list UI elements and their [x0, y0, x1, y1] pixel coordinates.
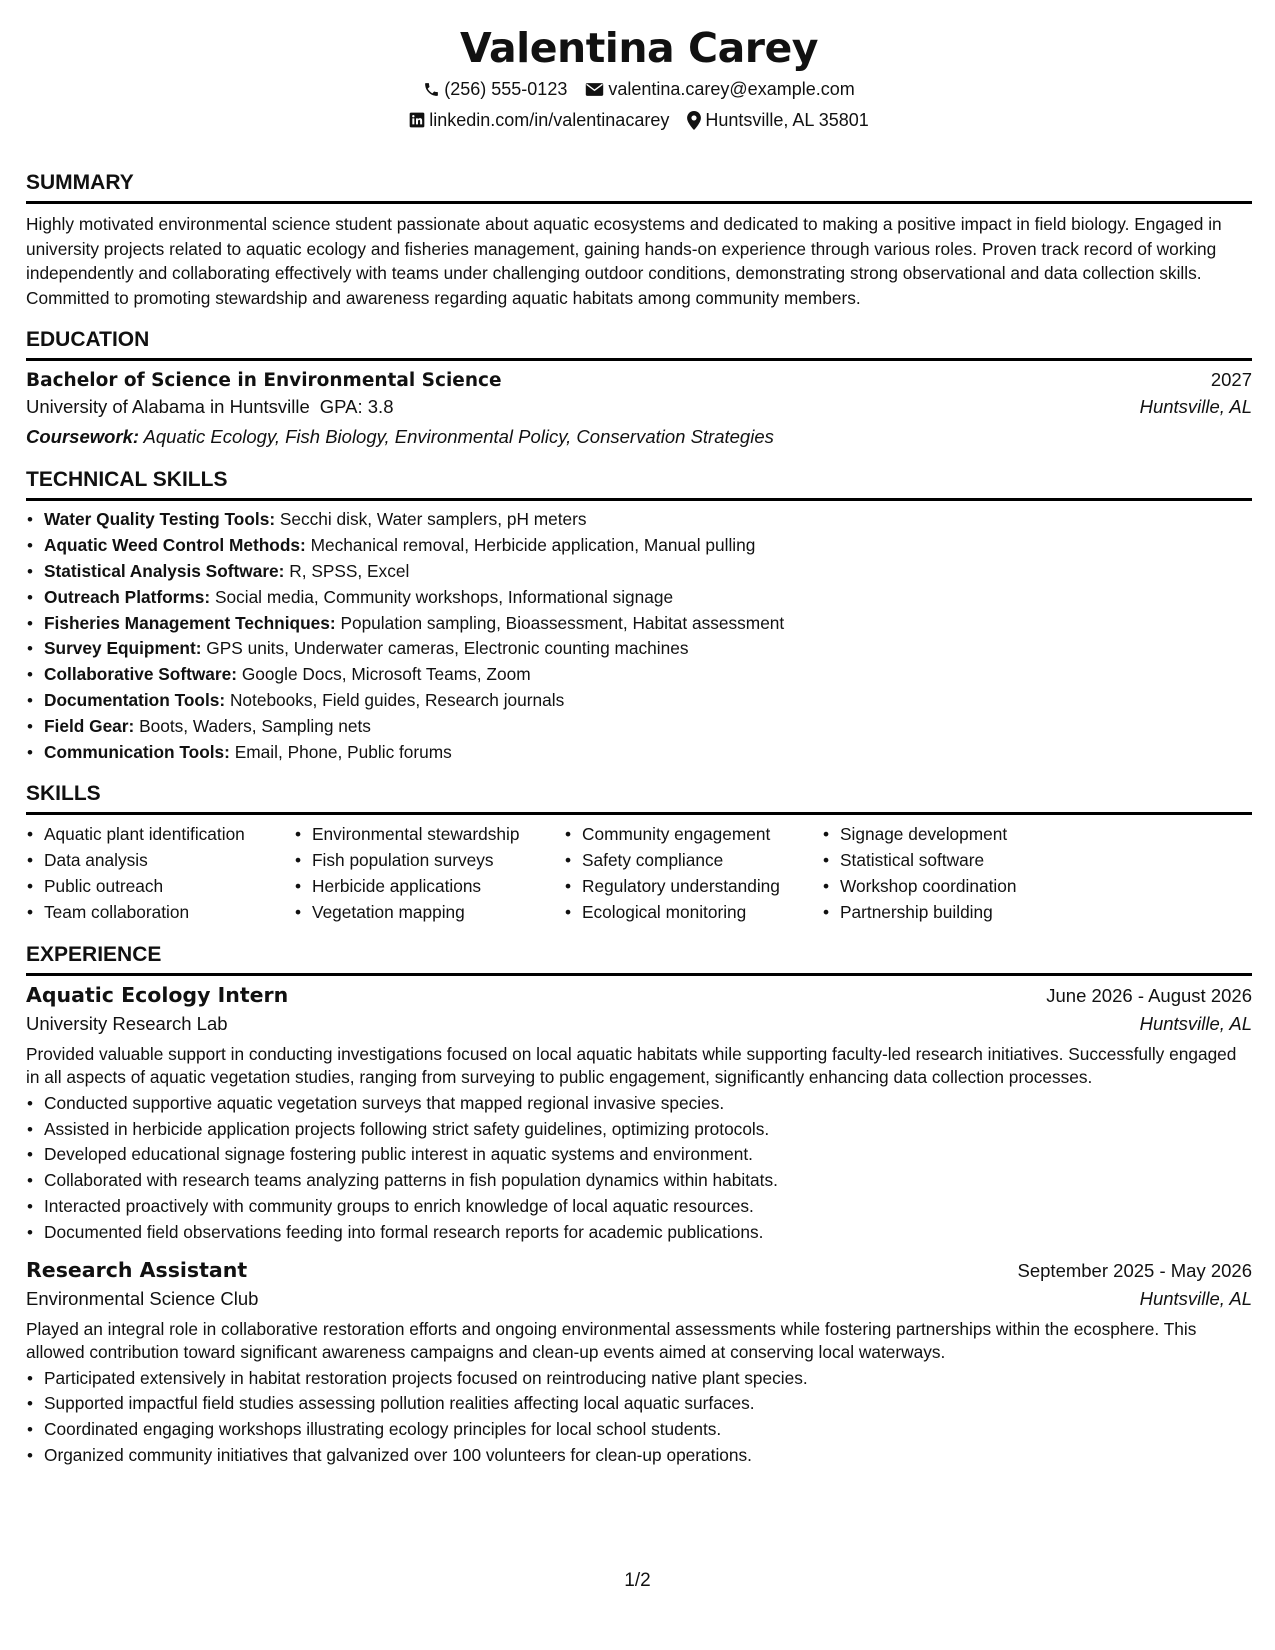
section-divider [26, 201, 1252, 204]
degree-name: Bachelor of Science in Environmental Science [26, 370, 502, 392]
skill-values: Mechanical removal, Herbicide application, Manual pulling [310, 535, 756, 556]
list-item [44, 507, 1252, 533]
list-item: • Signage development [840, 822, 1080, 848]
section-title-education: EDUCATION [26, 328, 150, 352]
skill-category: Field Gear: [44, 715, 135, 736]
list-item: • Community engagement [582, 822, 822, 848]
summary-text: Highly motivated environmental science student passionate about aquatic ecosystems and dedicated to making a positive impact in field biology. Engaged in university projects related to aquatic ecology and fisheries management, gaining hands-on experience through various roles. Proven track record of working independently and collaborating effectively with teams under challenging outdoor conditions, demonstrating strong observational and data collection skills. Committed to promoting stewardship and awareness regarding aquatic habitats among community members. [26, 214, 1222, 308]
section-divider [26, 812, 1252, 815]
section-divider [26, 973, 1252, 976]
job-org-row [26, 1013, 1252, 1035]
job-header-row [26, 1258, 1252, 1282]
experience-section [26, 942, 1252, 1469]
school-name: University of Alabama in Huntsville [26, 396, 310, 418]
section-title-skills: SKILLS [26, 782, 101, 806]
skill-values: Social media, Community workshops, Informational signage [214, 586, 674, 607]
list-item: • Safety compliance [582, 848, 822, 874]
contact-email[interactable] [585, 78, 854, 100]
skill-category: Aquatic Weed Control Methods: [44, 535, 306, 556]
section-divider [26, 358, 1252, 361]
list-item: • Supported impactful field studies assessing pollution realities affecting local aquatic surfaces. [44, 1391, 1252, 1417]
candidate-name: Valentina Carey [460, 24, 818, 72]
email-text: valentina.carey@example.com [608, 79, 855, 99]
contact-row-primary [26, 78, 1252, 100]
technical-skills-section [26, 467, 1252, 765]
skills-section [26, 781, 1252, 925]
list-item [44, 585, 1252, 611]
skill-category: Outreach Platforms: [44, 586, 211, 607]
skill-values: GPS units, Underwater cameras, Electronic counting machines [206, 638, 689, 659]
resume-page [26, 0, 1252, 1469]
job-bullets [26, 1091, 1252, 1246]
skills-column [564, 822, 822, 925]
job-title: Aquatic Ecology Intern [26, 982, 289, 1007]
skills-column [822, 822, 1080, 925]
list-item: • Public outreach [44, 874, 294, 900]
list-item: • Herbicide applications [312, 874, 564, 900]
technical-skills-list [26, 507, 1252, 765]
list-item: • Statistical software [840, 848, 1080, 874]
skill-category: Documentation Tools: [44, 689, 226, 710]
linkedin-icon [409, 112, 425, 128]
list-item: • Workshop coordination [840, 874, 1080, 900]
job-location: Huntsville, AL [1139, 1287, 1252, 1309]
list-item: • Vegetation mapping [312, 900, 564, 926]
contact-linkedin[interactable] [409, 109, 669, 131]
job-header-row [26, 983, 1252, 1007]
school-location: Huntsville, AL [1139, 396, 1252, 418]
list-item: • Aquatic plant identification [44, 822, 294, 848]
skill-values: Boots, Waders, Sampling nets [139, 715, 371, 736]
list-item: • Documented field observations feeding into formal research reports for academic publications. [44, 1220, 1252, 1246]
skill-values: Secchi disk, Water samplers, pH meters [279, 509, 587, 530]
map-marker-icon [687, 111, 701, 130]
job-description: Provided valuable support in conducting investigations focused on local aquatic habitats while supporting faculty-led research initiatives. Successfully engaged in all aspects of aquatic vegetation studies, ranging from surveying to public engagement, significantly enhancing data collection processes. [26, 1043, 1237, 1088]
summary-section [26, 170, 1252, 310]
list-item [44, 688, 1252, 714]
skill-category: Water Quality Testing Tools: [44, 509, 276, 530]
job-organization: Environmental Science Club [26, 1287, 259, 1309]
list-item: • Fish population surveys [312, 848, 564, 874]
list-item: • Coordinated engaging workshops illustrating ecology principles for local school students. [44, 1417, 1252, 1443]
job-title: Research Assistant [26, 1257, 248, 1282]
job-org-row [26, 1288, 1252, 1310]
skill-category: Survey Equipment: [44, 638, 202, 659]
skill-category: Fisheries Management Techniques: [44, 612, 336, 633]
list-item: • Conducted supportive aquatic vegetation surveys that mapped regional invasive species. [44, 1091, 1252, 1117]
skill-values: Population sampling, Bioassessment, Habitat assessment [340, 612, 785, 633]
contact-row-secondary [26, 109, 1252, 131]
list-item: • Participated extensively in habitat restoration projects focused on reintroducing native plant species. [44, 1366, 1252, 1392]
skill-category: Collaborative Software: [44, 664, 238, 685]
job-description: Played an integral role in collaborative restoration efforts and ongoing environmental assessments while fostering partnerships within the ecosphere. This allowed contribution toward significant awareness campaigns and clean-up events aimed at conserving local waterways. [26, 1318, 1197, 1363]
list-item: • Developed educational signage fostering public interest in aquatic systems and environment. [44, 1142, 1252, 1168]
skills-grid [26, 822, 1252, 925]
education-school-row [26, 396, 1252, 418]
job-entry [26, 983, 1252, 1246]
list-item: • Collaborated with research teams analyzing patterns in fish population dynamics within habitats. [44, 1168, 1252, 1194]
list-item [44, 611, 1252, 637]
envelope-icon [585, 82, 604, 97]
gpa: GPA: 3.8 [319, 396, 394, 418]
list-item: • Organized community initiatives that galvanized over 100 volunteers for clean-up operations. [44, 1443, 1252, 1469]
list-item [44, 714, 1252, 740]
section-divider [26, 498, 1252, 501]
contact-location [687, 109, 868, 131]
school-info [26, 396, 394, 418]
list-item [44, 662, 1252, 688]
location-text: Huntsville, AL 35801 [705, 110, 869, 130]
job-location: Huntsville, AL [1139, 1012, 1252, 1034]
education-header-row [26, 369, 1252, 391]
list-item: • Interacted proactively with community groups to enrich knowledge of local aquatic resources. [44, 1194, 1252, 1220]
list-item: • Data analysis [44, 848, 294, 874]
skill-values: Email, Phone, Public forums [234, 741, 452, 762]
education-section [26, 327, 1252, 448]
list-item: • Ecological monitoring [582, 900, 822, 926]
job-dates: September 2025 - May 2026 [1017, 1259, 1252, 1281]
list-item: • Assisted in herbicide application projects following strict safety guidelines, optimizing protocols. [44, 1117, 1252, 1143]
coursework-label: Coursework: [26, 426, 140, 448]
page-number: 1/2 [624, 1570, 651, 1591]
skills-column [26, 822, 294, 925]
skill-values: Google Docs, Microsoft Teams, Zoom [241, 664, 531, 685]
skill-category: Statistical Analysis Software: [44, 560, 285, 581]
skill-values: R, SPSS, Excel [289, 560, 410, 581]
skill-values: Notebooks, Field guides, Research journals [229, 689, 565, 710]
job-entry [26, 1258, 1252, 1469]
list-item: • Partnership building [840, 900, 1080, 926]
job-dates: June 2026 - August 2026 [1046, 984, 1252, 1006]
skill-category: Communication Tools: [44, 741, 230, 762]
job-organization: University Research Lab [26, 1012, 228, 1034]
list-item [44, 533, 1252, 559]
section-title-technical-skills: TECHNICAL SKILLS [26, 468, 228, 492]
list-item: • Team collaboration [44, 900, 294, 926]
coursework-list: Aquatic Ecology, Fish Biology, Environmental Policy, Conservation Strategies [143, 426, 774, 448]
graduation-year: 2027 [1210, 369, 1252, 391]
phone-icon [423, 81, 440, 98]
contact-phone[interactable] [423, 78, 567, 100]
list-item [44, 559, 1252, 585]
coursework [26, 426, 1252, 448]
section-title-summary: SUMMARY [26, 171, 134, 194]
phone-text: (256) 555-0123 [444, 79, 568, 99]
list-item [44, 740, 1252, 766]
list-item [44, 636, 1252, 662]
linkedin-text: linkedin.com/in/valentinacarey [429, 110, 670, 130]
section-title-experience: EXPERIENCE [26, 942, 162, 966]
list-item: • Environmental stewardship [312, 822, 564, 848]
job-bullets [26, 1366, 1252, 1469]
skills-column [294, 822, 564, 925]
list-item: • Regulatory understanding [582, 874, 822, 900]
